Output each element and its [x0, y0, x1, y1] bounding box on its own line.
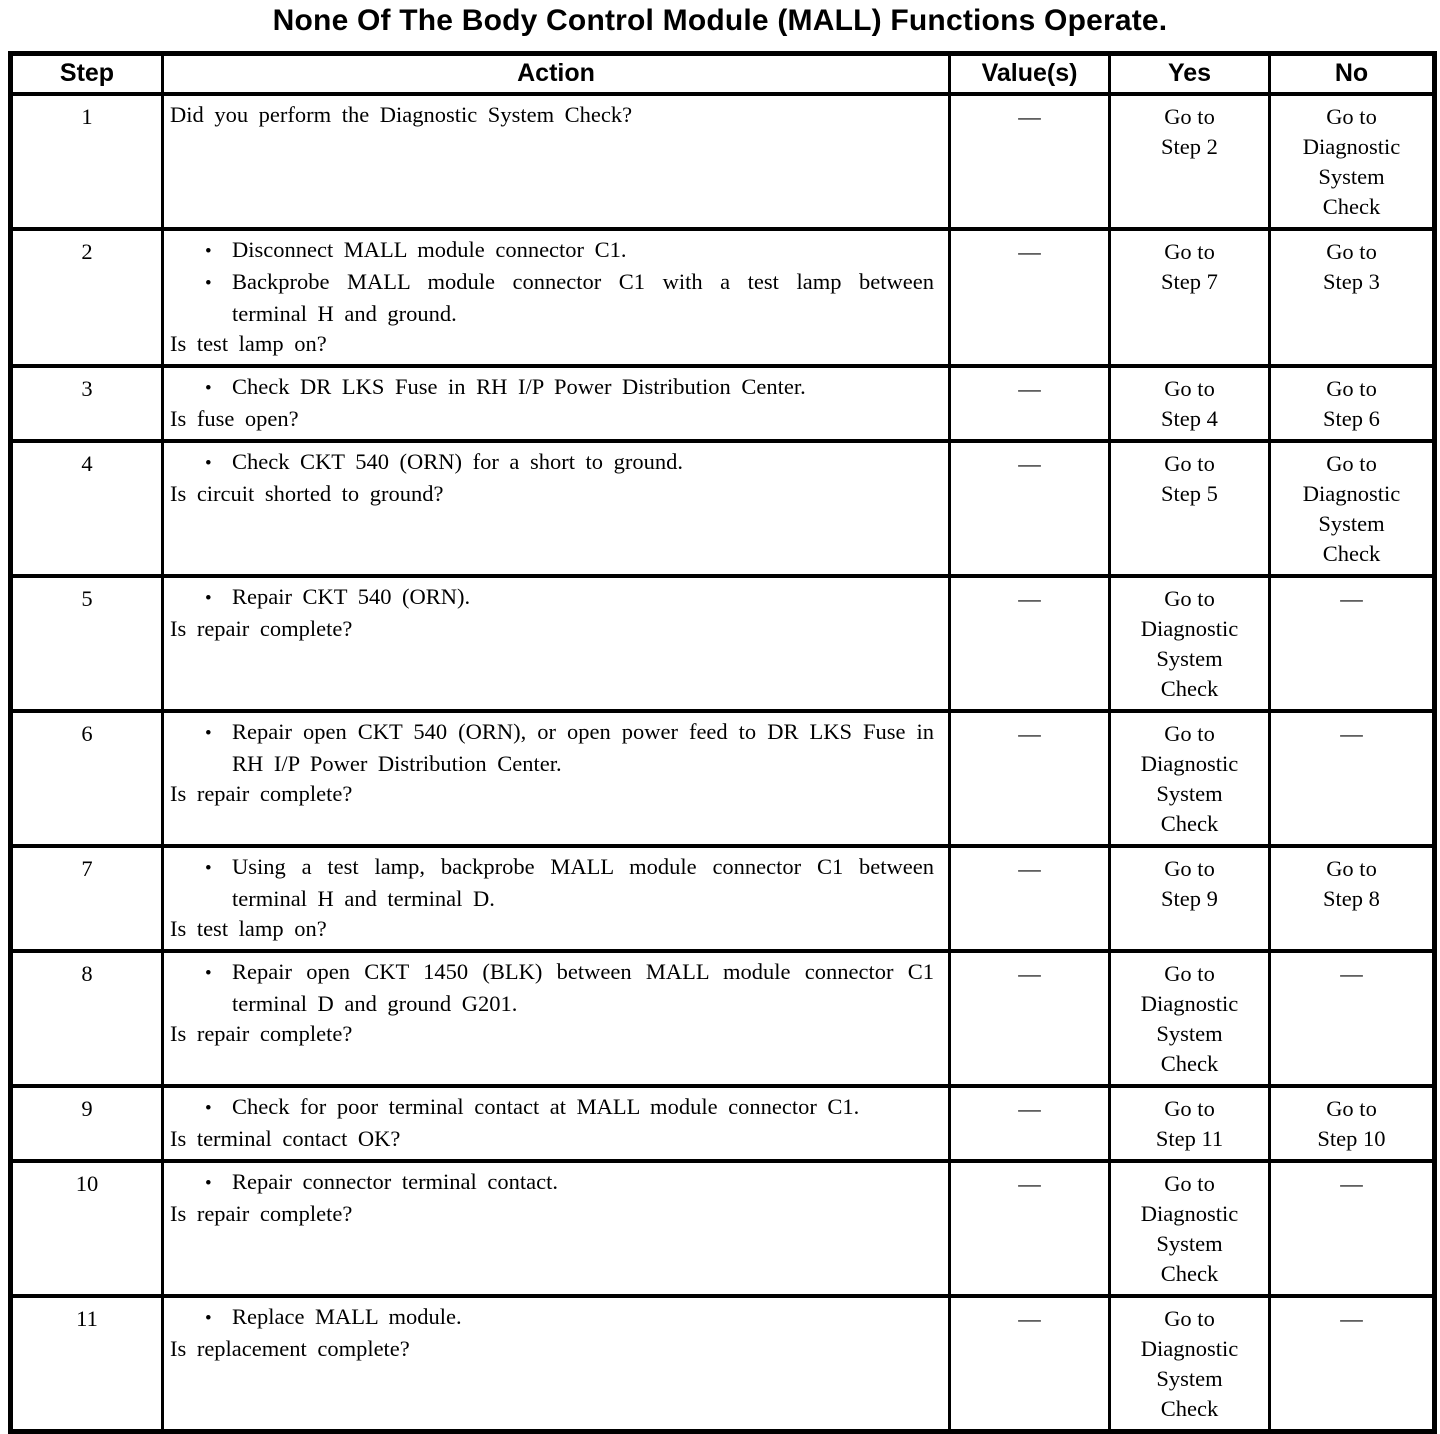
yes-cell-line: Step 2 — [1161, 133, 1218, 159]
yes-cell-line: Diagnostic — [1140, 990, 1239, 1016]
no-cell — [1270, 576, 1435, 711]
no-cell-line: Go to — [1326, 1095, 1377, 1121]
action-question: Is repair complete? — [170, 615, 353, 641]
bullet-icon: • — [205, 1172, 212, 1194]
value-dash: — — [1018, 1305, 1041, 1331]
value-dash: — — [1018, 450, 1041, 476]
yes-cell-line: Go to — [1164, 238, 1215, 264]
value-dash: — — [1018, 238, 1041, 264]
no-cell-line: Check — [1322, 193, 1381, 219]
no-cell-line: — — [1340, 585, 1363, 611]
no-cell — [1270, 951, 1435, 1086]
yes-cell-line: System — [1156, 1230, 1223, 1256]
yes-cell — [1110, 229, 1270, 366]
step-number: 6 — [81, 720, 93, 746]
bullet-icon: • — [205, 377, 212, 399]
step-cell — [11, 951, 163, 1086]
no-cell-line: System — [1318, 510, 1385, 536]
step-number: 4 — [81, 450, 93, 476]
value-dash: — — [1018, 1095, 1041, 1121]
yes-cell — [1110, 1296, 1270, 1432]
table-body — [11, 94, 1435, 1432]
column-header-step: Step — [11, 54, 163, 94]
no-cell-line: Go to — [1326, 855, 1377, 881]
table-row — [11, 1161, 1435, 1296]
action-cell — [163, 711, 950, 846]
action-cell — [163, 441, 950, 576]
yes-cell — [1110, 846, 1270, 951]
value-dash: — — [1018, 960, 1041, 986]
yes-cell-line: Diagnostic — [1140, 1335, 1239, 1361]
no-cell-line: Diagnostic — [1302, 133, 1401, 159]
column-header-action: Action — [163, 54, 950, 94]
bullet-icon: • — [205, 240, 212, 262]
action-bullet-item — [170, 852, 934, 914]
value-dash: — — [1018, 103, 1041, 129]
value-cell — [950, 1086, 1110, 1161]
yes-cell-line: Check — [1160, 1395, 1219, 1421]
step-cell — [11, 846, 163, 951]
action-question: Is repair complete? — [170, 1020, 353, 1046]
value-cell — [950, 846, 1110, 951]
yes-cell-line: System — [1156, 780, 1223, 806]
no-cell-line: Diagnostic — [1302, 480, 1401, 506]
yes-cell — [1110, 951, 1270, 1086]
action-bullet-item — [170, 267, 934, 329]
step-number: 11 — [76, 1305, 98, 1331]
yes-cell-line: Step 9 — [1161, 885, 1218, 911]
step-number: 1 — [81, 103, 93, 129]
no-cell — [1270, 366, 1435, 441]
step-number: 9 — [81, 1095, 93, 1121]
step-number: 5 — [81, 585, 93, 611]
yes-cell-line: Go to — [1164, 585, 1215, 611]
yes-cell-line: Check — [1160, 675, 1219, 701]
action-bullet-text: Backprobe MALL module connector C1 with a test lamp between terminal H and ground. — [232, 268, 934, 326]
value-dash: — — [1018, 1170, 1041, 1196]
no-cell — [1270, 846, 1435, 951]
action-bullet-text: Repair connector terminal contact. — [232, 1168, 558, 1194]
table-row — [11, 1296, 1435, 1432]
yes-cell-line: Go to — [1164, 1305, 1215, 1331]
bullet-icon: • — [205, 1097, 212, 1119]
value-dash: — — [1018, 585, 1041, 611]
action-question: Is circuit shorted to ground? — [170, 480, 444, 506]
yes-cell — [1110, 366, 1270, 441]
yes-cell-line: Step 7 — [1161, 268, 1218, 294]
step-number: 2 — [81, 238, 93, 264]
bullet-icon: • — [205, 722, 212, 744]
action-cell — [163, 846, 950, 951]
table-row — [11, 1086, 1435, 1161]
action-cell — [163, 366, 950, 441]
bullet-icon: • — [205, 857, 212, 879]
table-row — [11, 229, 1435, 366]
yes-cell-line: Go to — [1164, 103, 1215, 129]
value-cell — [950, 1296, 1110, 1432]
action-cell — [163, 229, 950, 366]
value-cell — [950, 229, 1110, 366]
action-question: Is fuse open? — [170, 405, 299, 431]
table-row — [11, 711, 1435, 846]
table-row — [11, 441, 1435, 576]
yes-cell-line: Step 5 — [1161, 480, 1218, 506]
value-cell — [950, 366, 1110, 441]
action-bullet-text: Check for poor terminal contact at MALL module connector C1. — [232, 1093, 860, 1119]
action-bullet-item — [170, 957, 934, 1019]
no-cell-line: Step 10 — [1317, 1125, 1386, 1151]
value-dash: — — [1018, 375, 1041, 401]
yes-cell-line: System — [1156, 1365, 1223, 1391]
step-cell — [11, 441, 163, 576]
yes-cell-line: Check — [1160, 810, 1219, 836]
no-cell-line: — — [1340, 720, 1363, 746]
no-cell-line: Go to — [1326, 450, 1377, 476]
action-cell — [163, 1161, 950, 1296]
yes-cell-line: Go to — [1164, 1170, 1215, 1196]
action-question: Is replacement complete? — [170, 1335, 410, 1361]
no-cell-line: Step 8 — [1323, 885, 1380, 911]
column-header-no: No — [1270, 54, 1435, 94]
no-cell-line: — — [1340, 1170, 1363, 1196]
action-cell — [163, 1296, 950, 1432]
step-cell — [11, 711, 163, 846]
table-row — [11, 951, 1435, 1086]
no-cell — [1270, 1296, 1435, 1432]
action-bullet-text: Repair CKT 540 (ORN). — [232, 583, 471, 609]
yes-cell — [1110, 441, 1270, 576]
table-row — [11, 846, 1435, 951]
action-question: Is terminal contact OK? — [170, 1125, 401, 1151]
no-cell-line: System — [1318, 163, 1385, 189]
diagnostic-table — [8, 51, 1437, 1434]
action-bullet-item — [170, 717, 934, 779]
yes-cell-line: Go to — [1164, 960, 1215, 986]
action-bullet-text: Using a test lamp, backprobe MALL module connector C1 between terminal H and terminal D. — [232, 853, 934, 911]
bullet-icon: • — [205, 452, 212, 474]
value-dash: — — [1018, 855, 1041, 881]
bullet-icon: • — [205, 962, 212, 984]
table-row — [11, 576, 1435, 711]
step-cell — [11, 1161, 163, 1296]
yes-cell — [1110, 576, 1270, 711]
step-cell — [11, 94, 163, 229]
action-bullet-item — [170, 447, 934, 479]
action-bullet-item — [170, 372, 934, 404]
step-cell — [11, 366, 163, 441]
no-cell — [1270, 711, 1435, 846]
yes-cell-line: System — [1156, 645, 1223, 671]
bullet-icon: • — [205, 272, 212, 294]
no-cell — [1270, 1161, 1435, 1296]
value-cell — [950, 711, 1110, 846]
yes-cell — [1110, 94, 1270, 229]
action-question: Is test lamp on? — [170, 330, 327, 356]
action-bullet-text: Repair open CKT 1450 (BLK) between MALL module connector C1 terminal D and ground G201. — [232, 958, 934, 1016]
action-bullet-item — [170, 1302, 934, 1334]
value-cell — [950, 441, 1110, 576]
no-cell-line: Step 3 — [1323, 268, 1380, 294]
step-cell — [11, 229, 163, 366]
value-cell — [950, 94, 1110, 229]
no-cell-line: — — [1340, 1305, 1363, 1331]
no-cell — [1270, 1086, 1435, 1161]
action-question: Did you perform the Diagnostic System Check? — [170, 101, 633, 127]
yes-cell-line: Step 4 — [1161, 405, 1218, 431]
table-row — [11, 94, 1435, 229]
no-cell-line: Go to — [1326, 375, 1377, 401]
yes-cell-line: Diagnostic — [1140, 615, 1239, 641]
column-header-values: Value(s) — [950, 54, 1110, 94]
no-cell — [1270, 229, 1435, 366]
yes-cell-line: Go to — [1164, 450, 1215, 476]
action-bullet-text: Repair open CKT 540 (ORN), or open power feed to DR LKS Fuse in RH I/P Power Distribution Center. — [232, 718, 934, 776]
step-number: 7 — [81, 855, 93, 881]
no-cell-line: Check — [1322, 540, 1381, 566]
yes-cell-line: System — [1156, 1020, 1223, 1046]
yes-cell-line: Diagnostic — [1140, 750, 1239, 776]
action-bullet-text: Replace MALL module. — [232, 1303, 462, 1329]
yes-cell-line: Go to — [1164, 1095, 1215, 1121]
action-bullet-item — [170, 1092, 934, 1124]
no-cell — [1270, 94, 1435, 229]
action-question: Is repair complete? — [170, 780, 353, 806]
action-bullet-text: Disconnect MALL module connector C1. — [232, 236, 627, 262]
step-cell — [11, 1296, 163, 1432]
action-bullet-text: Check DR LKS Fuse in RH I/P Power Distribution Center. — [232, 373, 806, 399]
action-question: Is test lamp on? — [170, 915, 327, 941]
step-cell — [11, 576, 163, 711]
table-row — [11, 366, 1435, 441]
yes-cell — [1110, 711, 1270, 846]
action-bullet-item — [170, 235, 934, 267]
no-cell-line: Step 6 — [1323, 405, 1380, 431]
no-cell-line: Go to — [1326, 103, 1377, 129]
yes-cell-line: Check — [1160, 1050, 1219, 1076]
bullet-icon: • — [205, 1307, 212, 1329]
page-title: None Of The Body Control Module (MALL) Functions Operate. — [272, 4, 1168, 37]
action-cell — [163, 1086, 950, 1161]
action-bullet-item — [170, 1167, 934, 1199]
step-number: 8 — [81, 960, 93, 986]
value-cell — [950, 951, 1110, 1086]
value-cell — [950, 576, 1110, 711]
yes-cell-line: Go to — [1164, 375, 1215, 401]
action-cell — [163, 951, 950, 1086]
step-cell — [11, 1086, 163, 1161]
no-cell-line: — — [1340, 960, 1363, 986]
action-bullet-item — [170, 582, 934, 614]
bullet-icon: • — [205, 587, 212, 609]
column-header-yes: Yes — [1110, 54, 1270, 94]
step-number: 3 — [81, 375, 93, 401]
yes-cell — [1110, 1161, 1270, 1296]
yes-cell — [1110, 1086, 1270, 1161]
value-cell — [950, 1161, 1110, 1296]
yes-cell-line: Check — [1160, 1260, 1219, 1286]
value-dash: — — [1018, 720, 1041, 746]
action-question: Is repair complete? — [170, 1200, 353, 1226]
yes-cell-line: Diagnostic — [1140, 1200, 1239, 1226]
step-number: 10 — [75, 1170, 99, 1196]
yes-cell-line: Go to — [1164, 720, 1215, 746]
action-cell — [163, 94, 950, 229]
table-header-row — [11, 54, 1435, 94]
no-cell-line: Go to — [1326, 238, 1377, 264]
yes-cell-line: Go to — [1164, 855, 1215, 881]
action-cell — [163, 576, 950, 711]
yes-cell-line: Step 11 — [1155, 1125, 1224, 1151]
action-bullet-text: Check CKT 540 (ORN) for a short to ground. — [232, 448, 684, 474]
no-cell — [1270, 441, 1435, 576]
